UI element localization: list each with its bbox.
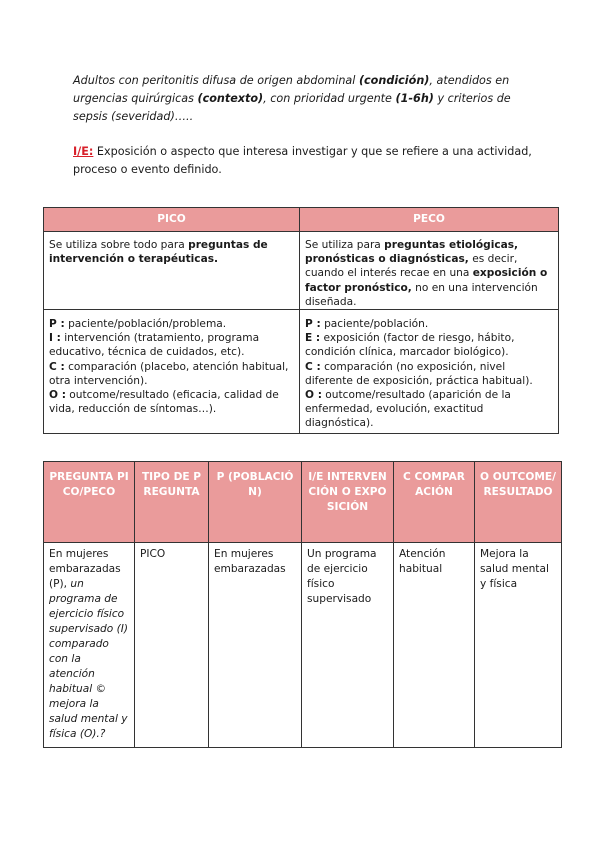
cell-intervencion: Un programa de ejercicio físico supervisado [302,543,394,748]
col-header-outcome: O OUTCOME/ RESULTADO [475,462,562,543]
ie-text: Exposición o aspecto que interesa investigar y que se refiere a una actividad, proceso o evento definido. [73,145,532,176]
ie-definition [73,143,543,179]
intro-context: (contexto) [197,92,264,105]
cell-comparacion: Atención habitual [394,543,475,748]
peco-description: Se utiliza para preguntas etiológicas, pronósticas o diagnósticas, es decir, cuando el interés recae en una exposición o factor pronóstico, no en una intervención diseñada. [300,232,559,310]
intro-text: Adultos con peritonitis difusa de origen abdominal [73,74,359,87]
pico-item: O : outcome/resultado (eficacia, calidad de vida, reducción de síntomas…). [49,389,279,416]
cell-pregunta: En mujeres embarazadas (P), un programa de ejercicio físico supervisado (I) comparado con la atención habitual © mejora la salud mental y física (O).? [44,543,135,748]
pico-item: C : comparación (placebo, atención habitual, otra intervención). [49,360,289,387]
intro-text: , atendidos en urgencias quirúrgicas [73,74,510,105]
peco-components [300,310,559,434]
peco-item: E : exposición (factor de riesgo, hábito, condición clínica, marcador biológico). [305,332,515,359]
pico-header: PICO [44,208,300,232]
peco-item: C : comparación (no exposición, nivel diferente de exposición, práctica habitual). [305,360,533,387]
col-header-pregunta: PREGUNTA PICO/PECO [44,462,135,543]
col-header-comparacion: C COMPARACIÓN [394,462,475,543]
intro-priority: (1-6h) [395,92,434,105]
intro-text: y criterios de sepsis (severidad)….. [73,92,511,123]
peco-item: O : outcome/resultado (aparición de la enfermedad, evolución, exactitud diagnóstica). [305,389,511,430]
ie-label: I/E: [73,145,94,158]
intro-text: , con prioridad urgente [263,92,396,105]
peco-item: P : paciente/población. [305,318,429,331]
peco-header: PECO [300,208,559,232]
cell-tipo: PICO [135,543,209,748]
col-header-intervencion: I/E INTERVENCIÓN O EXPOSICIÓN [302,462,394,543]
pico-item: I : intervención (tratamiento, programa educativo, técnica de cuidados, etc). [49,332,260,359]
table-row [44,543,562,748]
intro-paragraph [73,72,513,126]
pico-peco-table [43,207,559,434]
cell-poblacion: En mujeres embarazadas [209,543,302,748]
question-breakdown-table [43,461,562,748]
pico-description: Se utiliza sobre todo para preguntas de intervención o terapéuticas. [44,232,300,310]
pico-item: P : paciente/población/problema. [49,318,227,331]
col-header-tipo: TIPO DE PREGUNTA [135,462,209,543]
intro-condition: (condición) [358,74,430,87]
cell-outcome: Mejora la salud mental y física [475,543,562,748]
pico-components [44,310,300,434]
col-header-poblacion: P (POBLACIÓN) [209,462,302,543]
